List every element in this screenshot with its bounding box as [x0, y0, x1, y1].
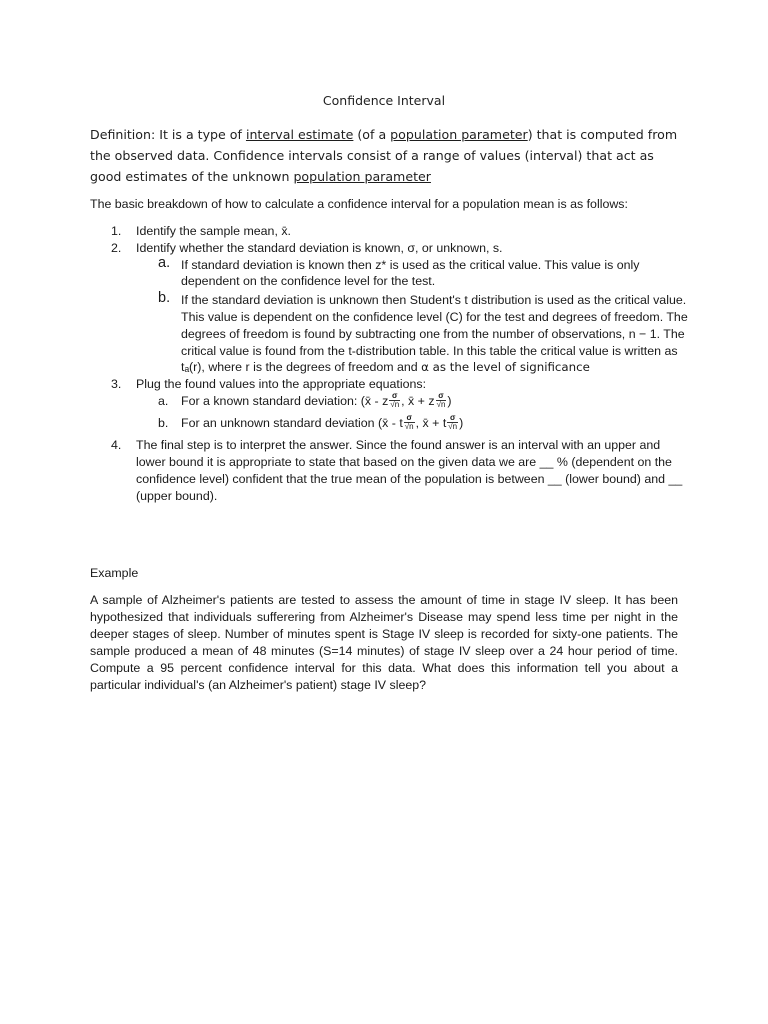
- definition-paragraph: [90, 124, 680, 187]
- sub-list-item: [90, 415, 690, 432]
- list-number: 3.: [111, 377, 122, 392]
- sub-list-item: [90, 292, 690, 376]
- sigma-over-root-n: $\frac{\sigma}{√n}$: [390, 391, 400, 410]
- definition-mid1: (of a: [353, 127, 391, 142]
- definition-lead: Definition: It is a type of: [90, 127, 246, 142]
- sub-list-label: b.: [158, 416, 169, 431]
- list-text: Identify the sample mean, x̄.: [136, 224, 291, 238]
- sub-list-label: b.: [158, 290, 171, 307]
- sub-list-label: a.: [158, 254, 171, 271]
- population-parameter-link[interactable]: population parameter: [390, 127, 528, 142]
- example-heading: Example: [90, 566, 139, 580]
- interval-estimate-link[interactable]: interval estimate: [245, 127, 354, 142]
- list-number: 1.: [111, 224, 122, 238]
- unknown-sd-equation: (x̄ - t $\frac{\sigma}{√n}$ , x̄ + t $\frac{\sigma}{√n}$ ): [378, 413, 464, 432]
- page-title: Confidence Interval: [322, 93, 446, 108]
- intro-paragraph: The basic breakdown of how to calculate a confidence interval for a population mean is as follows:: [90, 197, 628, 211]
- steps-list: [90, 223, 690, 505]
- sub-list-label: a.: [158, 393, 169, 408]
- sub-list-text: For a known standard deviation:: [181, 393, 361, 408]
- sub-list-item: [90, 254, 690, 291]
- sigma-over-root-n: $\frac{\sigma}{√n}$: [448, 413, 458, 432]
- list-number: 2.: [111, 240, 122, 255]
- sub-list-text: If the standard deviation is unknown then Student's t distribution is used as the critical value. This value is dependent on the confidence level (C) for the test and degrees of freedom. The degrees of freedom is found by subtracting one from the number of observations, n − 1. The critical value is found from the t-distribution table. In this table the critical value is written as tₐ(r), where r is the degrees of freedom and: [181, 293, 688, 375]
- significance-text: α as the level of significance: [421, 360, 590, 375]
- list-item: [90, 437, 690, 504]
- sub-list-text: For an unknown standard deviation: [181, 416, 378, 431]
- definition-mid2: ) that is computed from the observed data. Confidence intervals consist of a range of values (interval) that act as good estimates of the unknown: [90, 127, 678, 184]
- sigma-over-root-n: $\frac{\sigma}{√n}$: [436, 391, 446, 410]
- known-sd-equation: (x̄ - z $\frac{\sigma}{√n}$ , x̄ + z $\frac{\sigma}{√n}$ ): [360, 391, 452, 410]
- list-item: [90, 223, 690, 240]
- list-number: 4.: [111, 438, 122, 453]
- sub-list-item: [90, 393, 690, 410]
- example-paragraph: A sample of Alzheimer's patients are tested to assess the amount of time in stage IV sleep. It has been hypothesized that individuals sufferering from Alzheimer's Disease may spend less time per night in the deeper stages of sleep. Number of minutes spent is Stage IV sleep is recorded for sixty-one patients. The sample produced a mean of 48 minutes (S=14 minutes) of stage IV sleep over a 24 hour period of time. Compute a 95 percent confidence interval for this data. What does this information tell you about a particular individual's (an Alzheimer's patient) stage IV sleep?: [90, 593, 678, 692]
- sigma-over-root-n: $\frac{\sigma}{√n}$: [404, 413, 414, 432]
- list-item: [90, 240, 690, 257]
- population-parameter-link-2[interactable]: population parameter: [293, 169, 431, 184]
- list-text: Plug the found values into the appropriate equations:: [136, 377, 427, 392]
- sub-list-text: If standard deviation is known then z* is used as the critical value. This value is only dependent on the confidence level for the test.: [181, 257, 640, 289]
- list-item: [90, 376, 690, 393]
- list-text: Identify whether the standard deviation is known, σ, or unknown, s.: [136, 240, 503, 255]
- list-text: The final step is to interpret the answer. Since the found answer is an interval with an upper and lower bound it is appropriate to state that based on the given data we are __ % (dependent on the confidence level) confident that the true mean of the population is between __ (lower bound) and __ (upper bound).: [136, 438, 683, 503]
